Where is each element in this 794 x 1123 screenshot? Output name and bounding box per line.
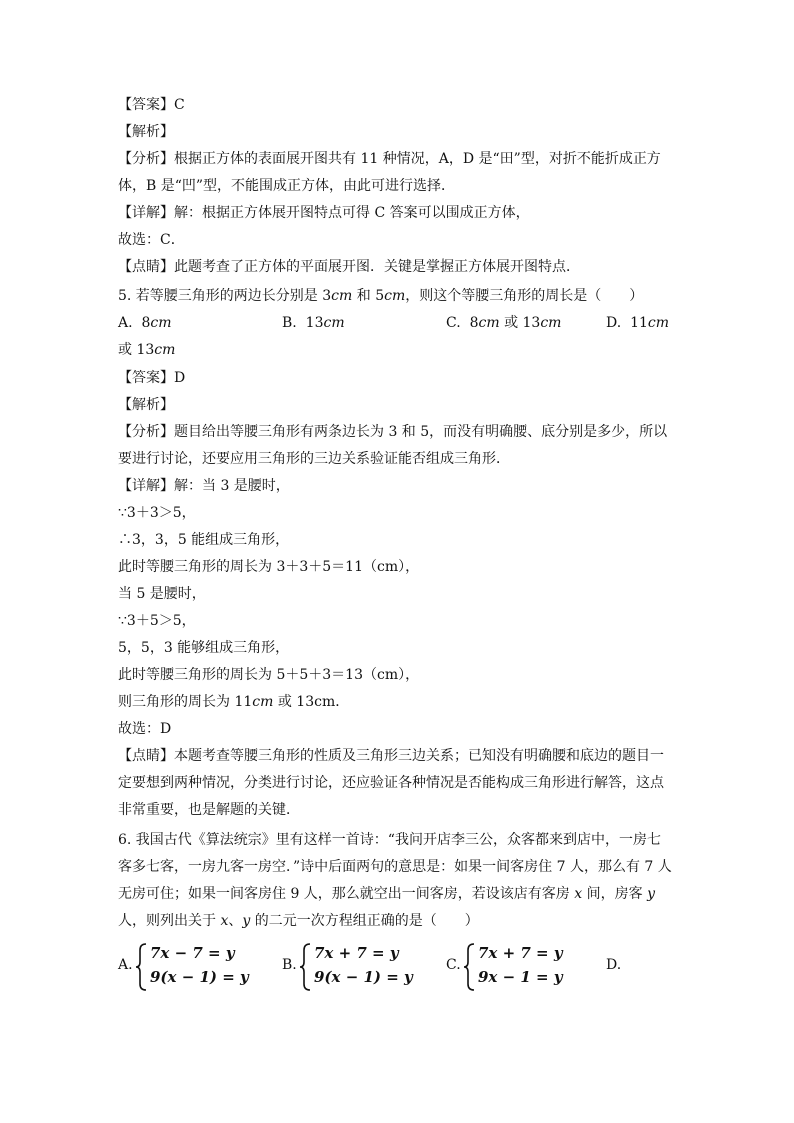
q5-option-d-continued bbox=[118, 340, 175, 360]
q6-option-b[interactable] bbox=[282, 942, 432, 992]
q6-var-x: x bbox=[574, 886, 583, 902]
q5-option-c-unit1: cm bbox=[478, 315, 500, 331]
left-brace-icon bbox=[462, 942, 476, 992]
q6-option-c-eq2: 9x − 1 = y bbox=[478, 968, 563, 986]
q5-option-c-label: C. bbox=[446, 315, 461, 331]
q6-var-x-2: x bbox=[220, 913, 229, 929]
q5-detail-line-5: 当 5 是腰时， bbox=[118, 586, 206, 602]
q5-stem bbox=[118, 286, 643, 306]
q6-stem-line-3-b: 间，房客 bbox=[582, 886, 648, 902]
q5-option-b-num: 13 bbox=[305, 315, 324, 331]
q5-option-b-unit: cm bbox=[323, 315, 345, 331]
q6-option-b-system bbox=[298, 942, 413, 992]
q6-option-d-label: D. bbox=[606, 957, 622, 973]
q5-option-a-num: 8 bbox=[141, 315, 151, 331]
q5-comment-line-3: 非常重要，也是解题的关键． bbox=[118, 802, 300, 818]
q5-unit-1: cm bbox=[331, 288, 353, 304]
q6-stem-line-3-a: 无房可住；如果一间客房住 9 人，那么就空出一间客房，若设该店有客房 bbox=[118, 886, 575, 902]
q5-option-d-label: D. bbox=[606, 315, 622, 331]
q5-stem-a: 5. 若等腰三角形的两边长分别是 3 bbox=[118, 288, 332, 304]
q4-choose: 故选：C． bbox=[118, 232, 185, 248]
q5-option-a-unit: cm bbox=[150, 315, 172, 331]
q4-detail: 【详解】解：根据正方体展开图特点可得 C 答案可以围成正方体， bbox=[118, 205, 530, 221]
q5-comment-line-1: 【点睛】本题考查等腰三角形的性质及三角形三边关系；已知没有明确腰和底边的题目一 bbox=[118, 748, 664, 764]
q6-option-b-label: B. bbox=[282, 957, 297, 973]
q6-stem-line-4-a: 人，则列出关于 bbox=[118, 913, 221, 929]
q4-answer: 【答案】C bbox=[118, 97, 185, 113]
q6-option-c-system bbox=[462, 942, 572, 992]
q5-detail-line-6: ∵3＋5＞5， bbox=[118, 613, 196, 629]
q5-answer: 【答案】D bbox=[118, 370, 186, 386]
q5-option-b[interactable] bbox=[282, 313, 345, 333]
q5-detail-line-9-unit: cm bbox=[252, 694, 274, 710]
q4-analysis-line-1: 【分析】根据正方体的表面展开图共有 11 种情况，A，D 是“田”型，对折不能折成正方 bbox=[118, 151, 661, 167]
q5-unit-2: cm bbox=[384, 288, 406, 304]
q4-comment: 【点睛】此题考查了正方体的平面展开图．关键是掌握正方体展开图特点． bbox=[118, 259, 580, 275]
q5-detail-line-7: 5，5，3 能够组成三角形， bbox=[118, 640, 290, 656]
q6-stem-line-1: 6. 我国古代《算法统宗》里有这样一首诗：“我问开店李三公，众客都来到店中，一房七 bbox=[118, 832, 661, 848]
q6-stem-line-2: 客多七客，一房九客一房空．”诗中后面两句的意思是：如果一间客房住 7 人，那么有 7 人 bbox=[118, 859, 672, 875]
left-brace-icon bbox=[298, 942, 312, 992]
q5-option-a[interactable] bbox=[118, 313, 172, 333]
q6-option-d[interactable] bbox=[606, 942, 666, 992]
q6-stem-line-3 bbox=[118, 884, 655, 904]
q5-detail-line-4: 此时等腰三角形的周长为 3＋3＋5＝11（cm）， bbox=[118, 559, 420, 575]
q5-detail-line-9-a: 则三角形的周长为 11 bbox=[118, 694, 253, 710]
q5-option-c-unit2: cm bbox=[540, 315, 562, 331]
q6-stem-line-4-b: 、 bbox=[228, 913, 243, 929]
q6-option-a-eq2: 9(x − 1) = y bbox=[150, 968, 249, 986]
q5-option-d-unit: cm bbox=[647, 315, 670, 331]
q5-analysis-header: 【解析】 bbox=[118, 397, 174, 413]
q6-option-a[interactable] bbox=[118, 942, 268, 992]
q5-detail-line-1: 【详解】解：当 3 是腰时， bbox=[118, 478, 290, 494]
q6-option-c-eq1: 7x + 7 = y bbox=[478, 944, 563, 962]
q5-option-d-cont-text: 或 13 bbox=[118, 342, 155, 358]
q5-option-d[interactable] bbox=[606, 313, 669, 333]
q6-option-b-eq1: 7x + 7 = y bbox=[314, 944, 399, 962]
q5-option-b-label: B. bbox=[282, 315, 297, 331]
q6-option-a-system bbox=[134, 942, 249, 992]
q5-detail-line-9-b: 或 13cm． bbox=[273, 694, 350, 710]
q5-analysis-line-2: 要进行讨论，还要应用三角形的三边关系验证能否组成三角形． bbox=[118, 451, 510, 467]
q4-analysis-line-2: 体，B 是“凹”型，不能围成正方体，由此可进行选择． bbox=[118, 178, 456, 194]
q6-stem-line-4 bbox=[118, 911, 479, 931]
q6-var-y-2: y bbox=[242, 913, 251, 929]
q5-option-c-mid: 或 13 bbox=[499, 315, 541, 331]
q6-option-a-eq1: 7x − 7 = y bbox=[150, 944, 235, 962]
q6-stem-line-4-c: 的二元一次方程组正确的是（ ） bbox=[250, 913, 479, 929]
q5-analysis-line-1: 【分析】题目给出等腰三角形有两条边长为 3 和 5，而没有明确腰、底分别是多少，所以 bbox=[118, 424, 668, 440]
q5-stem-b: 和 5 bbox=[352, 288, 385, 304]
q5-choose: 故选：D bbox=[118, 721, 172, 737]
q5-detail-line-2: ∵3＋3＞5， bbox=[118, 505, 196, 521]
q6-option-c[interactable] bbox=[446, 942, 596, 992]
q5-stem-c: ，则这个等腰三角形的周长是（ ） bbox=[405, 288, 644, 304]
q6-option-b-eq2: 9(x − 1) = y bbox=[314, 968, 413, 986]
q5-detail-line-8: 此时等腰三角形的周长为 5＋5＋3＝13（cm）， bbox=[118, 667, 420, 683]
left-brace-icon bbox=[134, 942, 148, 992]
q5-option-c-num1: 8 bbox=[469, 315, 479, 331]
q6-option-a-label: A. bbox=[118, 957, 133, 973]
q5-option-a-label: A. bbox=[118, 315, 133, 331]
q4-analysis-header: 【解析】 bbox=[118, 124, 174, 140]
q5-option-d-num: 11 bbox=[630, 315, 648, 331]
q5-option-d-cont-unit: cm bbox=[154, 342, 176, 358]
q6-var-y: y bbox=[647, 886, 655, 902]
q5-detail-line-9 bbox=[118, 692, 349, 712]
q6-option-c-label: C. bbox=[446, 957, 461, 973]
q5-option-c[interactable] bbox=[446, 313, 561, 333]
q5-comment-line-2: 定要想到两种情况，分类进行讨论，还应验证各种情况是否能构成三角形进行解答，这点 bbox=[118, 775, 664, 791]
q5-detail-line-3: ∴3，3，5 能组成三角形， bbox=[118, 532, 290, 548]
